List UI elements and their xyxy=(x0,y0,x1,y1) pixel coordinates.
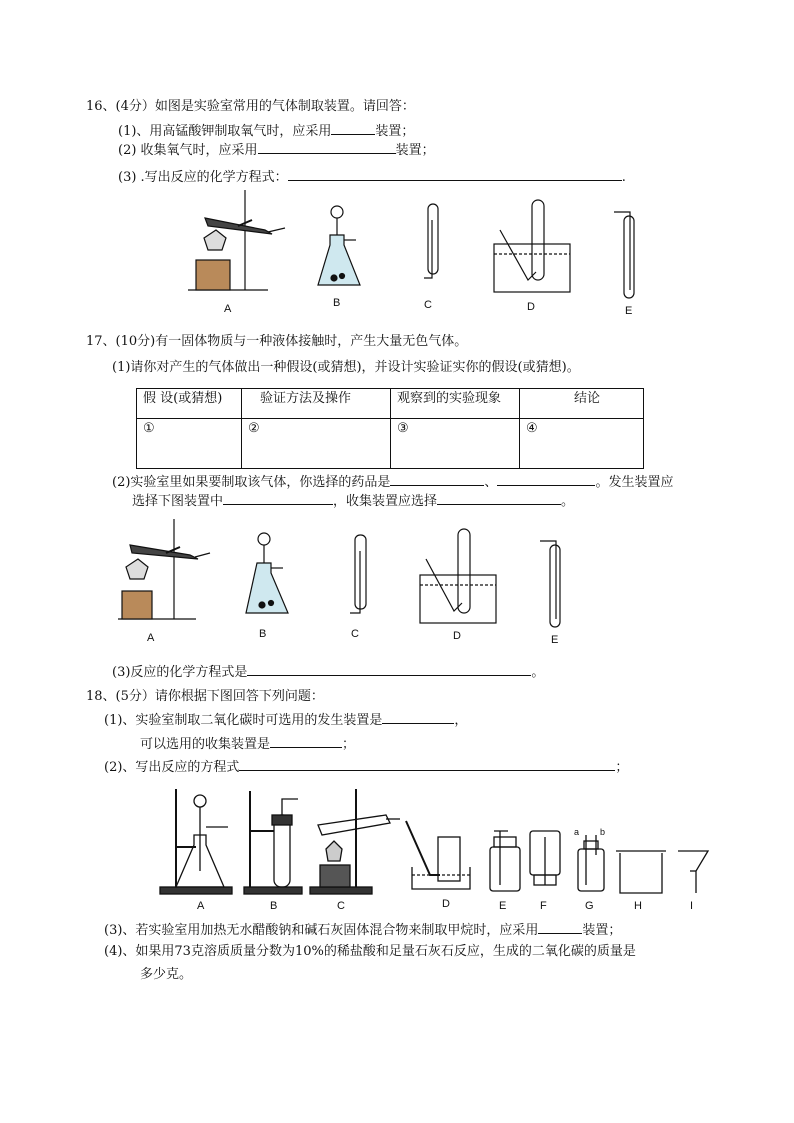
q16-title: 16、(4分）如图是实验室常用的气体制取装置。请回答： xyxy=(86,99,415,114)
q18-generator-blank[interactable] xyxy=(382,710,454,724)
q17-a-wood-block xyxy=(122,591,152,619)
q16-part2-text: (2) 收集氧气时，应采用 xyxy=(118,143,258,158)
q18-label-a: A xyxy=(197,900,205,912)
q17-label-a: A xyxy=(147,632,155,644)
q17-e-tube xyxy=(550,545,560,627)
q16-label-c: C xyxy=(424,299,432,311)
q16-b-flask xyxy=(318,235,360,285)
q18-b-tube xyxy=(274,815,290,887)
q17-b-flask xyxy=(246,563,288,613)
q16-d-tube xyxy=(532,200,544,280)
q18-part4b: 多少克。 xyxy=(140,967,193,982)
q18-b-stopper xyxy=(272,815,292,825)
q18-d-delivery-pipe xyxy=(406,821,440,875)
q16-b-solid xyxy=(331,275,337,281)
q18-h-beaker xyxy=(620,853,662,893)
q17-label-e: E xyxy=(551,634,559,646)
q17-generator-blank[interactable] xyxy=(223,491,333,505)
q17-b-solid-2 xyxy=(269,601,274,606)
table-header: 假 设(或猜想) xyxy=(137,389,242,419)
q16-part3-suffix: . xyxy=(621,170,626,185)
q16-a-wood-block xyxy=(196,260,230,290)
q17-part3 xyxy=(112,662,544,681)
q18-g-bottle xyxy=(578,849,604,891)
q18-b-pipe xyxy=(282,799,298,815)
q16-part2-suffix: 装置； xyxy=(395,143,435,158)
q18-c-test-tube xyxy=(318,815,390,835)
q17-part2-text: (2)实验室里如果要制取该气体，你选择的药品是 xyxy=(112,475,391,490)
q16-part3-blank[interactable] xyxy=(288,167,622,181)
q18-part2-text: (2)、写出反应的方程式 xyxy=(104,760,240,775)
q17-part2 xyxy=(112,472,673,491)
q18-e-pipe xyxy=(494,831,508,885)
q18-a-base xyxy=(160,887,232,894)
q16-label-a: A xyxy=(224,303,232,315)
q18-part1b-text: 可以选用的收集装置是 xyxy=(140,737,271,752)
q16-e-pipe xyxy=(614,212,630,290)
q18-i-funnel xyxy=(678,851,708,893)
q18-label-b: B xyxy=(270,900,278,912)
q17-part2b xyxy=(132,491,574,510)
q18-b-base xyxy=(244,887,302,894)
q17-part2-suffix: 。发生装置应 xyxy=(595,475,674,490)
q17-part2b-suffix: 。 xyxy=(561,494,575,509)
q16-part1 xyxy=(118,121,414,140)
q18-label-h: H xyxy=(634,900,642,912)
q17-a-alcohol-lamp xyxy=(126,559,148,579)
q17-label-d: D xyxy=(453,630,461,642)
q18-label-i: I xyxy=(690,900,694,912)
q16-part2 xyxy=(118,140,435,159)
q17-part3-suffix: 。 xyxy=(531,665,545,680)
table-cell-observation[interactable]: ③ xyxy=(391,419,520,469)
q16-label-e: E xyxy=(625,305,633,317)
q17-part1: (1)请你对产生的气体做出一种假设(或猜想)，并设计实验证实你的假设(或猜想)。 xyxy=(112,360,580,375)
table-cell-conclusion[interactable]: ④ xyxy=(520,419,644,469)
q17-part2b-text: 选择下图装置中 xyxy=(132,494,224,509)
q16-part1-blank[interactable] xyxy=(331,121,375,135)
q18-g-port-a: a xyxy=(574,827,580,837)
q16-a-tube-outlet xyxy=(268,228,285,232)
table-cell-hypothesis[interactable]: ① xyxy=(137,419,242,469)
q17-equation-blank[interactable] xyxy=(247,662,531,676)
q18-methane-blank[interactable] xyxy=(538,920,582,934)
q17-part2-sep: 、 xyxy=(484,475,498,490)
q16-e-tube xyxy=(624,216,634,298)
q18-part2 xyxy=(104,757,628,776)
q18-c-alcohol-lamp xyxy=(326,841,342,861)
q18-label-e: E xyxy=(499,900,507,912)
q17-drug-blank-2[interactable] xyxy=(497,472,595,486)
q17-apparatus-figure xyxy=(0,515,794,655)
q17-part3-text: (3)反应的化学方程式是 xyxy=(112,665,248,680)
q17-e-pipe xyxy=(540,541,556,619)
q17-a-test-tube xyxy=(130,545,198,559)
q16-part1-text: (1)、用高锰酸钾制取氧气时，应采用 xyxy=(118,124,332,139)
q16-b-funnel-bulb xyxy=(331,206,343,218)
table-header: 验证方法及操作 xyxy=(242,389,391,419)
q17-part2b-mid: ，收集装置应选择 xyxy=(333,494,438,509)
hypothesis-table xyxy=(136,388,644,469)
q18-part1 xyxy=(104,710,467,729)
q18-part2-suffix: ； xyxy=(615,760,629,775)
q16-c-tube xyxy=(428,204,438,274)
q18-apparatus-figure xyxy=(0,785,794,915)
q18-part1-suffix: ， xyxy=(454,713,468,728)
q16-part2-blank[interactable] xyxy=(258,140,396,154)
q17-a-tube-outlet xyxy=(195,553,210,557)
q16-part3 xyxy=(118,167,626,186)
q16-label-d: D xyxy=(527,301,535,313)
q18-c-block xyxy=(320,865,350,887)
q18-e-neck xyxy=(494,837,516,847)
q18-part3-suffix: 装置； xyxy=(582,923,622,938)
q18-part1b-suffix: ； xyxy=(342,737,356,752)
q18-label-c: C xyxy=(337,900,345,912)
q16-part1-suffix: 装置； xyxy=(375,124,415,139)
q18-collector-blank[interactable] xyxy=(270,734,342,748)
q17-drug-blank-1[interactable] xyxy=(390,472,484,486)
q16-label-b: B xyxy=(333,297,341,309)
q18-part1b xyxy=(140,734,355,753)
q18-d-trough xyxy=(412,867,470,889)
q18-label-d: D xyxy=(442,898,450,910)
q18-equation-blank[interactable] xyxy=(239,757,615,771)
q18-c-base xyxy=(310,887,372,894)
q18-e-bottle xyxy=(490,847,520,891)
q16-b-solid-2 xyxy=(340,274,345,279)
q17-label-c: C xyxy=(351,628,359,640)
q16-d-delivery-pipe xyxy=(500,230,536,280)
q17-d-tube xyxy=(458,529,470,613)
q17-b-funnel-bulb xyxy=(258,533,270,545)
q18-part1-text: (1)、实验室制取二氧化碳时可选用的发生装置是 xyxy=(104,713,383,728)
q18-part3-text: (3)、若实验室用加热无水醋酸钠和碱石灰固体混合物来制取甲烷时，应采用 xyxy=(104,923,539,938)
q16-part3-text: (3) .写出反应的化学方程式： xyxy=(118,170,288,185)
q17-b-solid xyxy=(259,602,265,608)
q18-label-g: G xyxy=(585,900,594,912)
q18-g-port-b: b xyxy=(600,827,606,837)
q16-apparatus-figure xyxy=(0,190,794,330)
q18-label-f: F xyxy=(540,900,547,912)
q17-label-b: B xyxy=(259,628,267,640)
table-cell-method[interactable]: ② xyxy=(242,419,391,469)
q18-part4: (4)、如果用73克溶质质量分数为10%的稀盐酸和足量石灰石反应，生成的二氧化碳的质量是 xyxy=(104,944,636,959)
q18-g-pipes xyxy=(586,835,596,885)
table-header: 结论 xyxy=(520,389,644,419)
q17-title: 17、(10分)有一固体物质与一种液体接触时，产生大量无色气体。 xyxy=(86,334,468,349)
q17-collector-blank[interactable] xyxy=(437,491,561,505)
table-header: 观察到的实验现象 xyxy=(391,389,520,419)
q16-a-alcohol-lamp xyxy=(204,230,226,250)
q18-title: 18、(5分）请你根据下图回答下列问题： xyxy=(86,689,324,704)
q18-part3 xyxy=(104,920,621,939)
q18-a-funnel-bulb xyxy=(194,795,206,807)
